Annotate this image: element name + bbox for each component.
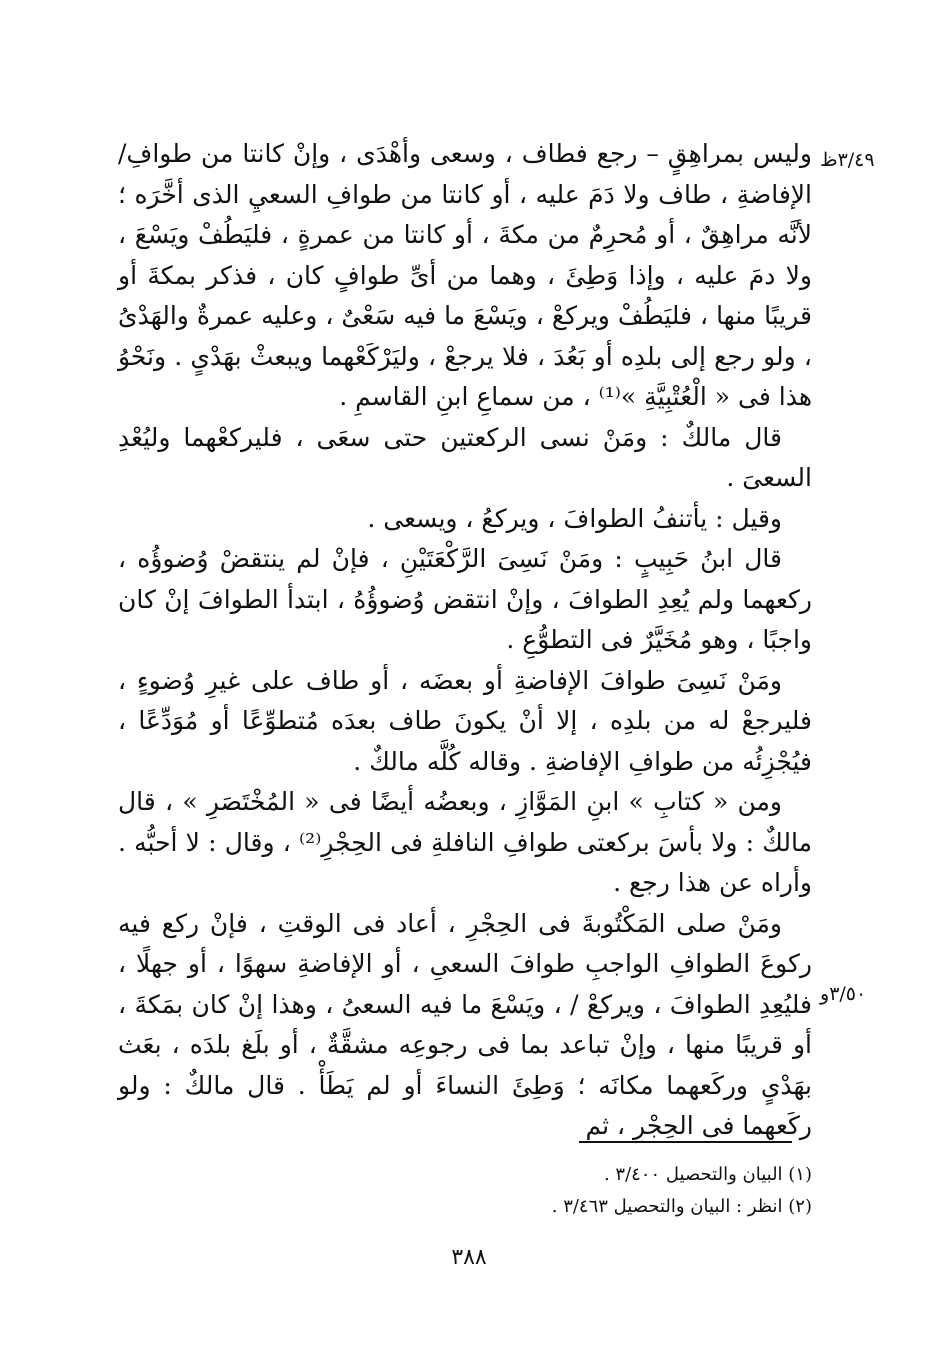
paragraph: ومن « كتابِ » ابنِ المَوَّازِ ، وبعضُه أيضًا فى « المُخْتَصَرِ » ، قال مالكٌ : ولا بأسَ بركعتى طوافِ النافلةِ فى الحِجْرِ⁽²⁾ ، وقال : لا أحبُّه . وأراه عن هذا رجع . [118, 787, 812, 897]
paragraph: ومَنْ صلى المَكْتُوبةَ فى الحِجْرِ ، أعاد فى الوقتِ ، فإنْ ركع فيه ركوعَ الطوافِ الواجبِ طوافَ السعىِ ، أو الإفاضةِ سهوًا ، أو جهلًا ، فليُعِدِ الطوافَ ، ويركعْ / ، ويَسْعَ ما فيه السعىُ ، وهذا إنْ كان بمَكةَ ، أو قريبًا منها ، وإنْ تباعد بما فى رجوعِه مشقَّةٌ ، أو بلَغ بلدَه ، بعَث بهَدْىٍ وركَعهما مكانَه ؛ وَطِئَ النساءَ أو لم يَطَأْ . قال مالكٌ : ولو ركَعهما فى الحِجْرِ ، ثم [118, 908, 812, 1140]
footnote: (١) البيان والتحصيل ٣/٤٠٠ . [603, 1164, 812, 1185]
paragraph: قال ابنُ حَبِيبٍ : ومَنْ نَسِىَ الرَّكْعَتَيْنِ ، فإنْ لم ينتقضْ وُضوؤُه ، ركعهما ولم يُعِدِ الطوافَ ، وإنْ انتقض وُضوؤُهُ ، ابتدأ الطوافَ إنْ كان واجبًا ، وهو مُخَيَّرٌ فى التطوُّعِ . [118, 544, 812, 654]
paragraph: وليس بمراهِقٍ – رجع فطاف ، وسعى وأهْدَى ، وإنْ كانتا من طوافِ/ الإفاضةِ ، طاف ولا دَمَ عليه ، أو كانتا من طوافِ السعيِ الذى أخَّرَه ؛ لأنَّه مراهِقٌ ، أو مُحرِمٌ من مكةَ ، أو كانتا من عمرةٍ ، فليَطُفْ ويَسْعَ ، ولا دمَ عليه ، وإذا وَطِئَ ، وهما من أىِّ طوافٍ كان ، فذكر بمكةَ أو قريبًا منها ، فليَطُفْ ويركعْ ، ويَسْعَ ما فيه سَعْىٌ ، وعليه عمرةٌ والهَدْىُ ، ولو رجع إلى بلدِه أو بَعُدَ ، فلا يرجعْ ، وليَرْكَعْهما ويبعثْ بهَدْىٍ . ونَحْوُ هذا فى « الْعُتْبِيَّةِ »⁽¹⁾ ، من سماعِ ابنِ القاسمِ . [118, 139, 812, 411]
footnote: (٢) انظر : البيان والتحصيل ٣/٤٦٣ . [551, 1196, 812, 1217]
main-text [118, 134, 812, 1147]
margin-folio-reference: ٣/٤٩ظ [820, 149, 875, 171]
footnotes [118, 1159, 812, 1223]
margin-folio-reference: ٣/٥٠و [820, 983, 867, 1005]
paragraph: قال مالكٌ : ومَنْ نسى الركعتين حتى سعَى ، فليركعْهما وليُعْدِ السعىَ . [118, 422, 812, 492]
paragraph: وقيل : يأتنفُ الطوافَ ، ويركعُ ، ويسعى . [367, 503, 782, 533]
paragraph: ومَنْ نَسِىَ طوافَ الإفاضةِ أو بعضَه ، أو طاف على غيرِ وُضوءٍ ، فليرجعْ له من بلدِه ، إلا أنْ يكونَ طاف بعدَه مُتطوِّعًا أو مُوَدِّعًا ، فيُجْزِئُه من طوافِ الإفاضةِ . وقاله كُلَّه مالكٌ . [118, 665, 812, 776]
page-number: ٣٨٨ [451, 1245, 487, 1270]
footnote-separator [579, 1141, 792, 1143]
